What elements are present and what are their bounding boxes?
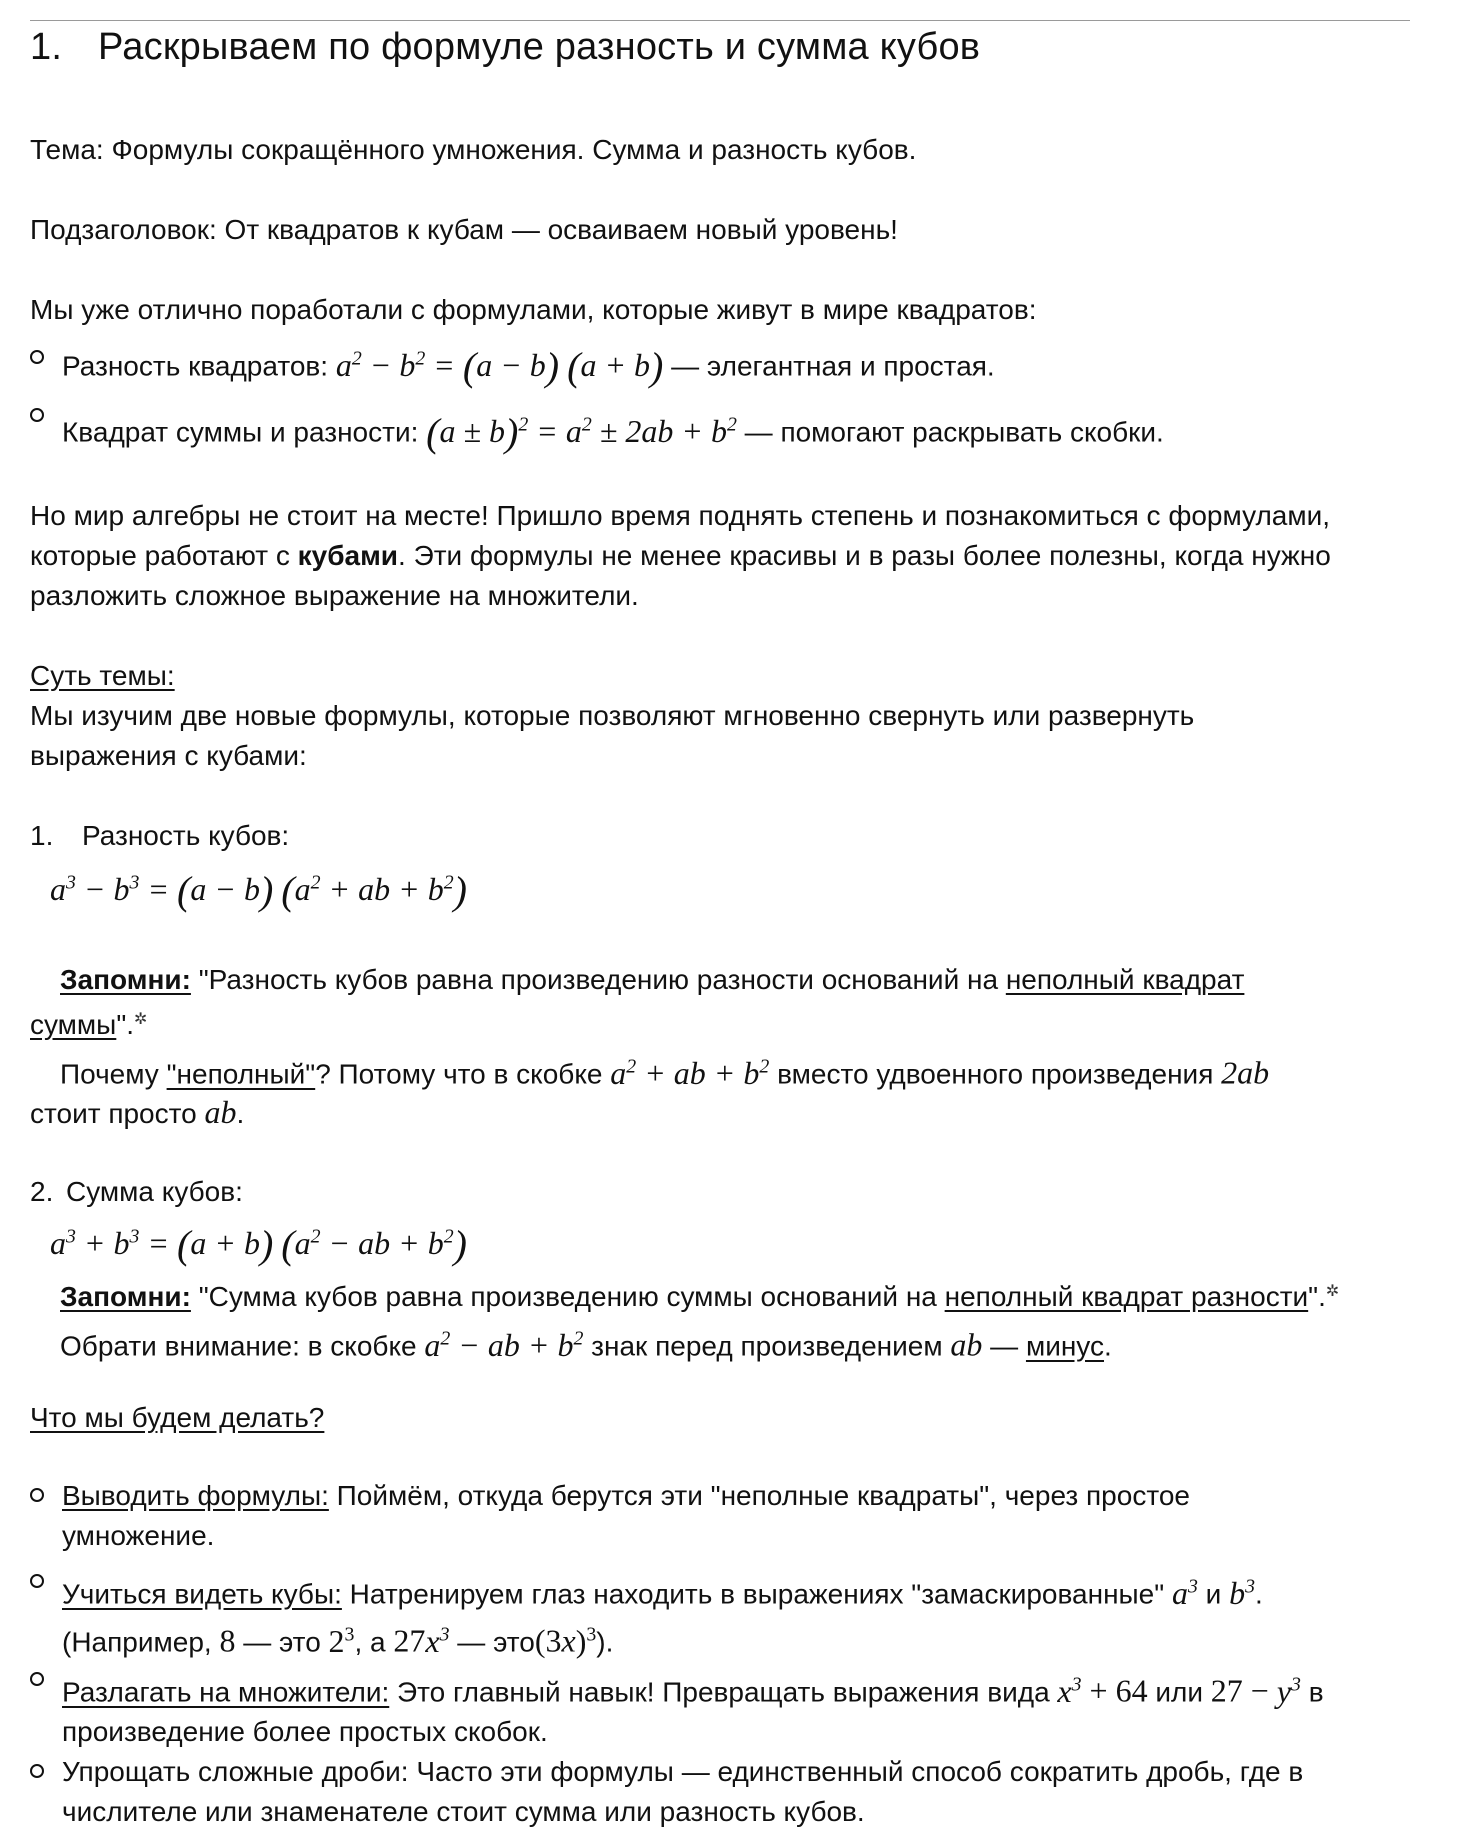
todo-item-4-line-1: Упрощать сложные дроби: Часто эти формулы — единственный способ сократить дробь, где в xyxy=(62,1756,1304,1787)
bullet-circle xyxy=(30,1764,44,1778)
formula-diff-squares: $a^2 - b^2 = (a - b) (a + b)$ xyxy=(335,343,664,389)
paragraph-line-1: Но мир алгебры не стоит на месте! Пришло время поднять степень и познакомиться с формулами, xyxy=(30,500,1331,531)
essence-line-1: Мы изучим две новые формулы, которые позволяют мгновенно свернуть или развернуть xyxy=(30,700,1195,731)
title-text: Раскрываем по формуле разность и сумма кубов xyxy=(98,26,981,68)
page-title xyxy=(30,26,980,69)
bullet-circle xyxy=(30,408,44,422)
essence-line-2: выражения с кубами: xyxy=(30,740,307,771)
sparkle-icon: ✲ xyxy=(134,1011,148,1028)
essence-title: Суть темы: xyxy=(30,660,175,691)
paragraph-line-2: которые работают с кубами. Эти формулы не менее красивы и в разы более полезны, когда нужно xyxy=(30,540,1331,571)
bullet-circle xyxy=(30,350,44,364)
formula-diff-cubes: $a^3 - b^3 = (a - b) (a^2$ + ab + $b^2$) xyxy=(50,867,467,913)
todo-item-3-line-1: Разлагать на множители: Это главный навык! Превращать выражения вида $x^3 + 64$ или $27 - y^3$ в xyxy=(62,1672,1324,1709)
diff-cubes-remember-line-1: Запомни: "Разность кубов равна произведению разности оснований на неполный квадрат xyxy=(60,964,1245,995)
bullet-circle xyxy=(30,1672,44,1686)
bullet-circle xyxy=(30,1574,44,1588)
formula-square-sum: $(a \pm b)^2 = a^2 \pm 2ab + b^2$ xyxy=(426,409,737,455)
intro-lead: Мы уже отлично поработали с формулами, которые живут в мире квадратов: xyxy=(30,294,1037,325)
diff-cubes-heading: 1. Разность кубов: xyxy=(30,820,290,851)
todo-item-3-line-2: произведение более простых скобок. xyxy=(62,1716,548,1747)
intro-item-square-sum: Квадрат суммы и разности: $(a \pm b)^2 = a^2 \pm 2ab + b^2$ — помогают раскрывать скобки. xyxy=(62,409,1164,455)
todo-item-2-line-2: (Например, 8 — это $2^3$, а $27x^3$ — $это(3x)^3$). xyxy=(62,1622,614,1659)
topic-line: Тема: Формулы сокращённого умножения. Сумма и разность кубов. xyxy=(30,134,917,165)
sum-cubes-remember: Запомни: "Сумма кубов равна произведению суммы оснований на неполный квадрат разности".✲ xyxy=(60,1281,1340,1312)
sum-cubes-note: Обрати внимание: в скобке $a^2$ − ab + $b^2$ знак перед произведением ab — минус. xyxy=(60,1326,1112,1363)
todo-item-4-line-2: числителе или знаменателе стоит сумма или разность кубов. xyxy=(62,1796,865,1827)
sparkle-icon: ✲ xyxy=(1325,1283,1340,1300)
todo-item-1-line-1: Выводить формулы: Поймём, откуда берутся эти "неполные квадраты", через простое xyxy=(62,1480,1190,1511)
todo-title: Что мы будем делать? xyxy=(30,1402,325,1433)
diff-cubes-why-line-1: Почему "неполный"? Потому что в скобке $a^2$ + ab + $b^2$ вместо удвоенного произведения 2ab xyxy=(60,1054,1270,1091)
bullet-circle xyxy=(30,1488,44,1502)
sum-cubes-heading: 2. Сумма кубов: xyxy=(30,1176,243,1207)
intro-item-diff-squares: Разность квадратов: $a^2 - b^2 = (a - b) (a + b)$ — элегантная и простая. xyxy=(62,343,995,389)
todo-item-1-line-2: умножение. xyxy=(62,1520,215,1551)
paragraph-line-3: разложить сложное выражение на множители. xyxy=(30,580,639,611)
formula-sum-cubes: $a^3 + b^3 = (a + b) (a^2$ − ab + $b^2$) xyxy=(50,1221,467,1267)
subtitle-line: Подзаголовок: От квадратов к кубам — осваиваем новый уровень! xyxy=(30,214,898,245)
title-number: 1. xyxy=(30,26,63,68)
diff-cubes-remember-line-2: суммы".✲ xyxy=(30,1009,148,1040)
top-rule xyxy=(30,20,1410,21)
diff-cubes-why-line-2: стоит просто ab. xyxy=(30,1094,245,1130)
todo-item-2-line-1: Учиться видеть кубы: Натренируем глаз находить в выражениях "замаскированные" $a^3$ и $b^3$. xyxy=(62,1574,1263,1611)
